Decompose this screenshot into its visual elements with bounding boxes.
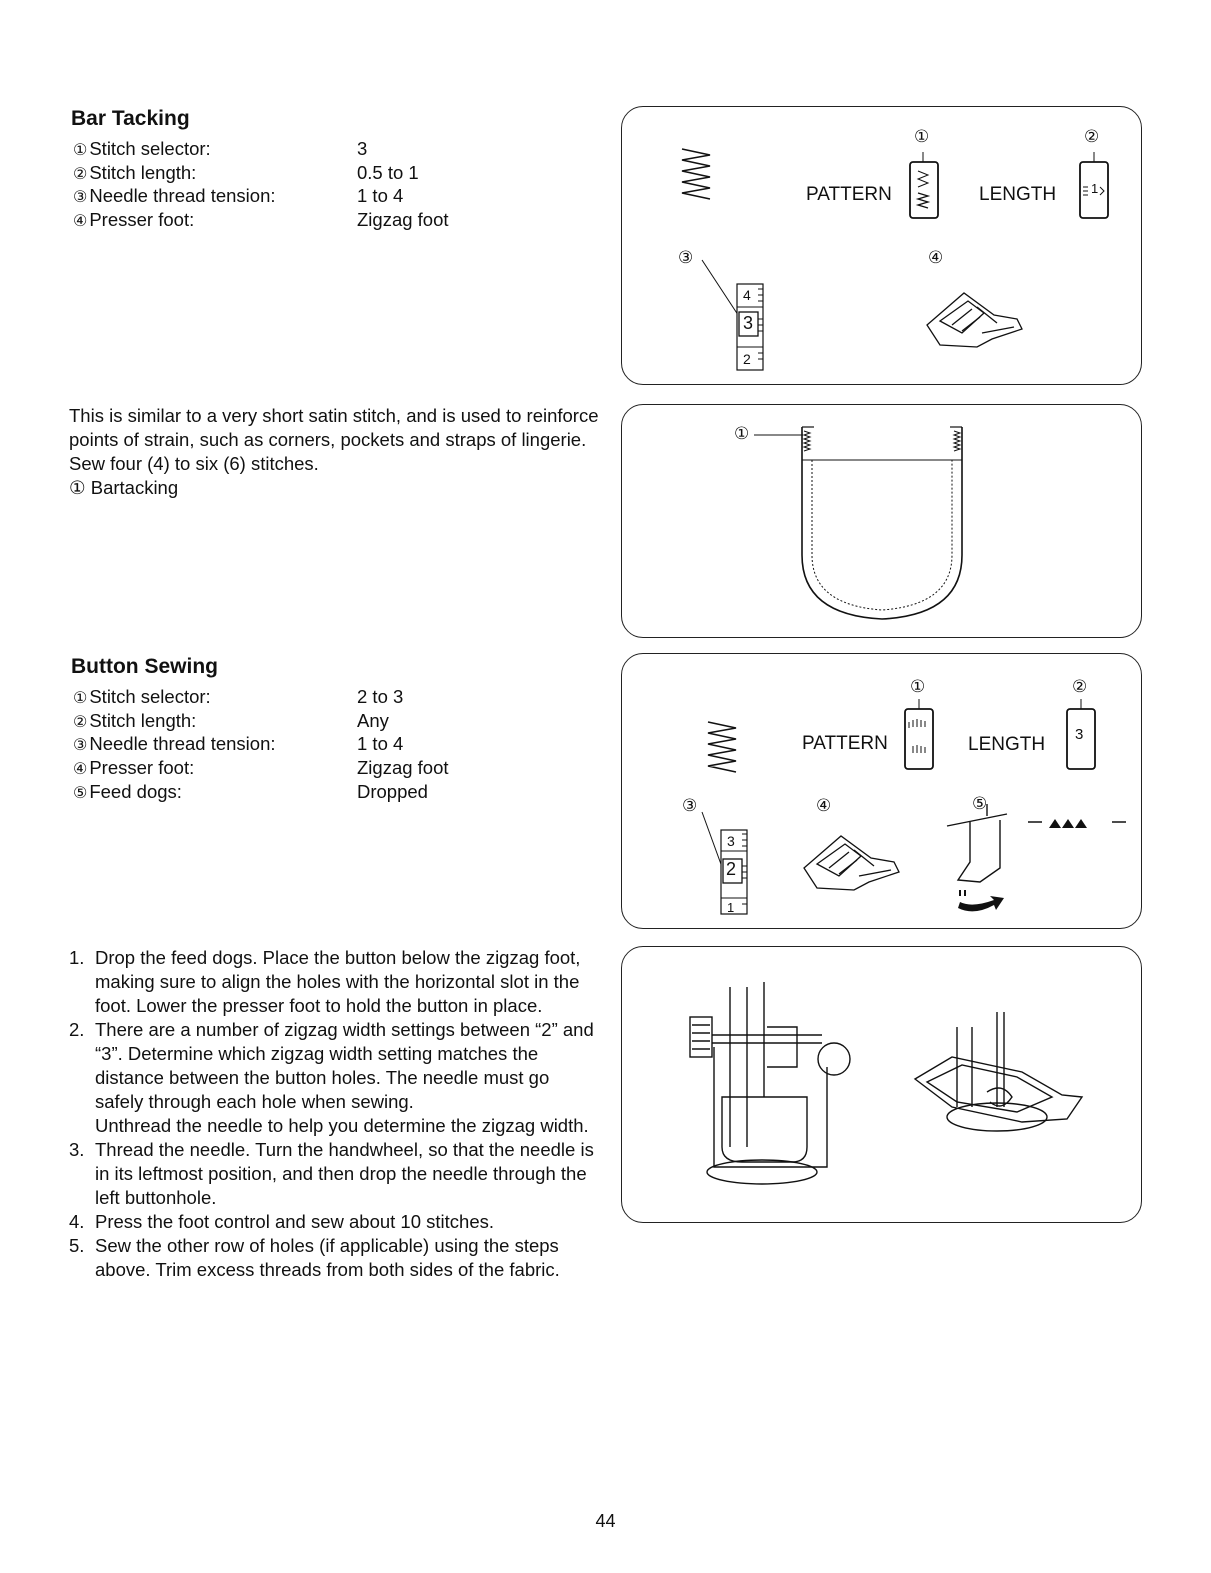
setting-row [73,185,533,209]
setting-row [73,138,533,162]
settings-illustration [622,107,1143,386]
pattern-label: PATTERN [806,184,892,205]
callout-number: ① [734,424,750,443]
step-text: There are a number of zigzag width settings between “2” and “3”. Determine which zigzag width setting matches the distance between the button holes. The needle must go safely through each hole when sewing. [95,1019,594,1112]
callout-number: ② [1084,127,1100,146]
setting-value: Zigzag foot [357,209,449,230]
feed-dogs-icon [1049,819,1087,828]
step-number: 5. [69,1235,85,1256]
description-paragraph: Sew four (4) to six (6) stitches. [69,453,319,474]
step-number: 1. [69,947,85,968]
setting-value: Zigzag foot [357,757,449,778]
step-item [69,1138,599,1210]
setting-label: Stitch length: [89,710,197,731]
length-label: LENGTH [979,184,1057,205]
needle-bar-front-view [690,982,850,1184]
machine-illustration [622,947,1143,1224]
circled-number: ② [73,714,88,731]
step-number: 3. [69,1139,85,1160]
step-text: Press the foot control and sew about 10 stitches. [95,1211,495,1232]
setting-value: Dropped [357,781,428,802]
callout-number: ⑤ [972,794,988,813]
pocket-outline [802,427,962,619]
pattern-dial-icon [905,709,933,769]
circled-number: ③ [73,737,88,754]
bar-tacking-description [69,404,599,500]
button-sewing-heading: Button Sewing [71,655,218,678]
circled-number: ④ [73,761,88,778]
zigzag-foot-icon [927,293,1022,347]
step-number: 2. [69,1019,85,1040]
circled-number: ④ [73,213,88,230]
satin-stitch-icon [682,149,710,199]
setting-value: Any [357,710,389,731]
tension-tick: 1 [727,900,735,915]
step-note: Unthread the needle to help you determine the zigzag width. [95,1115,589,1136]
setting-row [73,781,533,805]
setting-row [73,209,533,233]
button-sewing-machine-panel [621,946,1142,1223]
step-item [69,1234,599,1282]
setting-label: Stitch selector: [89,138,211,159]
step-text: Thread the needle. Turn the handwheel, so that the needle is in its leftmost position, and then drop the needle through the left buttonhole. [95,1139,594,1208]
callout-number: ③ [678,248,694,267]
bartack-mark [954,431,960,451]
button-sewing-settings-panel [621,653,1142,929]
settings-illustration [622,654,1143,930]
step-item [69,946,599,1018]
setting-label: Presser foot: [89,209,195,230]
description-caption: ① Bartacking [69,477,179,498]
step-text: Drop the feed dogs. Place the button below the zigzag foot, making sure to align the holes with the horizontal slot in the foot. Lower the presser foot to hold the button in place. [95,947,581,1016]
setting-value: 1 to 4 [357,185,404,206]
button-under-foot-side-view [915,1012,1082,1131]
bartack-mark [804,431,810,451]
page-number: 44 [595,1511,616,1531]
length-dial-value: 3 [1075,726,1084,743]
tension-tick: 3 [727,833,735,849]
setting-label: Feed dogs: [89,781,182,802]
setting-label: Needle thread tension: [89,185,276,206]
setting-value: 1 to 4 [357,733,404,754]
setting-row [73,733,533,757]
setting-row [73,710,533,734]
length-dial-value: 1 [1091,181,1099,196]
setting-row [73,162,533,186]
callout-number: ① [910,677,926,696]
setting-label: Stitch selector: [89,686,211,707]
button-sewing-steps [69,946,599,1282]
tension-tick: 3 [743,313,754,333]
circled-number: ③ [73,189,88,206]
zigzag-stitch-icon [708,722,736,772]
circled-number: ① [73,690,88,707]
circled-number: ⑤ [73,785,88,802]
tension-tick: 2 [726,859,737,879]
tension-tick: 4 [743,287,751,303]
setting-label: Presser foot: [89,757,195,778]
setting-value: 2 to 3 [357,686,404,707]
step-text: Sew the other row of holes (if applicable) using the steps above. Trim excess threads from both sides of the fabric. [95,1235,560,1280]
callout-number: ④ [816,796,832,815]
setting-label: Stitch length: [89,162,197,183]
setting-label: Needle thread tension: [89,733,276,754]
callout-number: ④ [928,248,944,267]
callout-number: ① [914,127,930,146]
step-number: 4. [69,1211,85,1232]
bar-tacking-settings-panel [621,106,1142,385]
description-paragraph: This is similar to a very short satin stitch, and is used to reinforce points of strain, such as corners, pockets and straps of lingerie. [69,405,599,450]
step-item [69,1210,599,1234]
circled-number: ① [73,142,88,159]
pattern-label: PATTERN [802,733,888,754]
setting-value: 3 [357,138,368,159]
callout-number: ③ [682,796,698,815]
tension-tick: 2 [743,351,751,367]
bar-tacking-heading: Bar Tacking [71,107,190,130]
callout-number: ② [1072,677,1088,696]
pocket-illustration [622,405,1143,639]
setting-value: 0.5 to 1 [357,162,419,183]
arrow-icon [958,896,1004,911]
step-item [69,1018,599,1138]
length-label: LENGTH [968,734,1046,755]
bartacking-pocket-panel [621,404,1142,638]
setting-row [73,757,533,781]
feed-dog-lever-icon [947,804,1007,882]
pattern-dial-icon [910,162,938,218]
zigzag-foot-icon [804,836,899,890]
circled-number: ② [73,166,88,183]
setting-row [73,686,533,710]
